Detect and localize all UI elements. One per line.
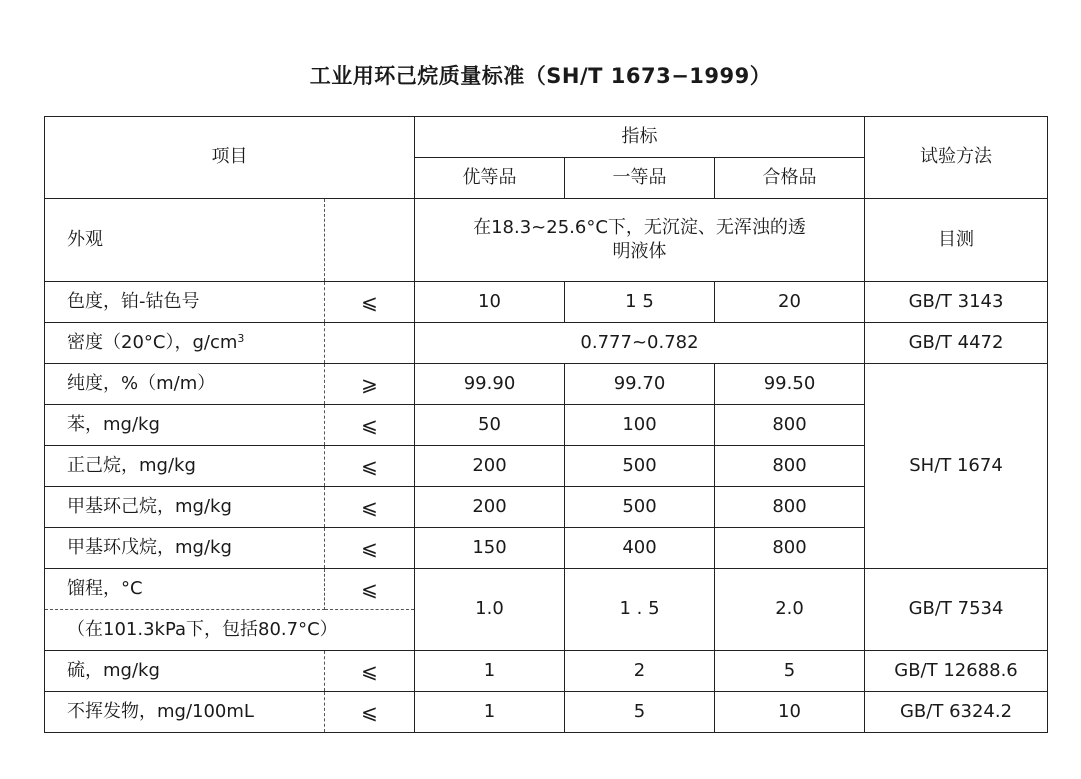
test-method: GB/T 3143 — [865, 282, 1048, 323]
row-sulfur — [45, 651, 1048, 692]
limit-symbol — [325, 323, 415, 364]
value-qualified: 2.0 — [715, 569, 865, 651]
value-superior: 200 — [415, 487, 565, 528]
item-name: 不挥发物，mg/100mL — [45, 692, 325, 733]
value-superior: 150 — [415, 528, 565, 569]
value-first: 400 — [565, 528, 715, 569]
value-superior: 99.90 — [415, 364, 565, 405]
value-qualified: 800 — [715, 487, 865, 528]
item-name: 色度，铂-钴色号 — [45, 282, 325, 323]
row-nonvolatile — [45, 692, 1048, 733]
item-name: 甲基环己烷，mg/kg — [45, 487, 325, 528]
limit-symbol: ⩽ — [325, 569, 415, 610]
item-name: 甲基环戊烷，mg/kg — [45, 528, 325, 569]
item-name: 硫，mg/kg — [45, 651, 325, 692]
value-first: 500 — [565, 487, 715, 528]
limit-symbol: ⩽ — [325, 487, 415, 528]
limit-symbol: ⩽ — [325, 528, 415, 569]
quality-standard-table — [44, 116, 1048, 733]
value-qualified: 800 — [715, 446, 865, 487]
value-qualified: 800 — [715, 405, 865, 446]
limit-symbol: ⩽ — [325, 651, 415, 692]
limit-symbol: ⩽ — [325, 692, 415, 733]
value-qualified: 800 — [715, 528, 865, 569]
header-grade-qualified: 合格品 — [715, 158, 865, 199]
value-first: 100 — [565, 405, 715, 446]
header-row-1 — [45, 117, 1048, 158]
test-method: GB/T 6324.2 — [865, 692, 1048, 733]
item-name: 正己烷，mg/kg — [45, 446, 325, 487]
value-first: 5 — [565, 692, 715, 733]
header-grade-superior: 优等品 — [415, 158, 565, 199]
value-superior: 10 — [415, 282, 565, 323]
item-name: 馏程，°C — [45, 569, 325, 610]
value-first: 1 . 5 — [565, 569, 715, 651]
test-method-group: SH/T 1674 — [865, 364, 1048, 569]
value-superior: 1 — [415, 651, 565, 692]
header-index: 指标 — [415, 117, 865, 158]
test-method: GB/T 4472 — [865, 323, 1048, 364]
row-color — [45, 282, 1048, 323]
item-name: 纯度，%（m/m） — [45, 364, 325, 405]
item-name — [45, 323, 325, 364]
test-method: GB/T 7534 — [865, 569, 1048, 651]
header-grade-first: 一等品 — [565, 158, 715, 199]
value-superior: 1 — [415, 692, 565, 733]
value-superior: 50 — [415, 405, 565, 446]
appearance-value — [415, 199, 865, 282]
density-unit-exponent: 3 — [237, 331, 245, 345]
value-qualified: 10 — [715, 692, 865, 733]
row-density — [45, 323, 1048, 364]
density-value: 0.777~0.782 — [415, 323, 865, 364]
row-purity — [45, 364, 1048, 405]
value-superior: 200 — [415, 446, 565, 487]
value-qualified: 99.50 — [715, 364, 865, 405]
value-first: 500 — [565, 446, 715, 487]
limit-symbol: ⩽ — [325, 405, 415, 446]
header-item: 项目 — [45, 117, 415, 199]
item-name: 苯，mg/kg — [45, 405, 325, 446]
header-method: 试验方法 — [865, 117, 1048, 199]
density-label: 密度（20°C），g/cm — [67, 331, 238, 353]
limit-symbol: ⩽ — [325, 446, 415, 487]
row-appearance — [45, 199, 1048, 282]
item-name: 外观 — [45, 199, 325, 282]
value-qualified: 20 — [715, 282, 865, 323]
value-qualified: 5 — [715, 651, 865, 692]
row-distillation — [45, 569, 1048, 610]
appearance-text: 在18.3~25.6°C下，无沉淀、无浑浊的透明液体 — [473, 216, 806, 262]
value-superior: 1.0 — [415, 569, 565, 651]
limit-symbol — [325, 199, 415, 282]
distillation-note: （在101.3kPa下，包括80.7°C） — [45, 610, 415, 651]
value-first: 2 — [565, 651, 715, 692]
test-method: GB/T 12688.6 — [865, 651, 1048, 692]
value-first: 99.70 — [565, 364, 715, 405]
limit-symbol: ⩽ — [325, 282, 415, 323]
limit-symbol: ⩾ — [325, 364, 415, 405]
page-title: 工业用环己烷质量标准（SH/T 1673−1999） — [309, 64, 772, 88]
test-method: 目测 — [865, 199, 1048, 282]
value-first: 1 5 — [565, 282, 715, 323]
